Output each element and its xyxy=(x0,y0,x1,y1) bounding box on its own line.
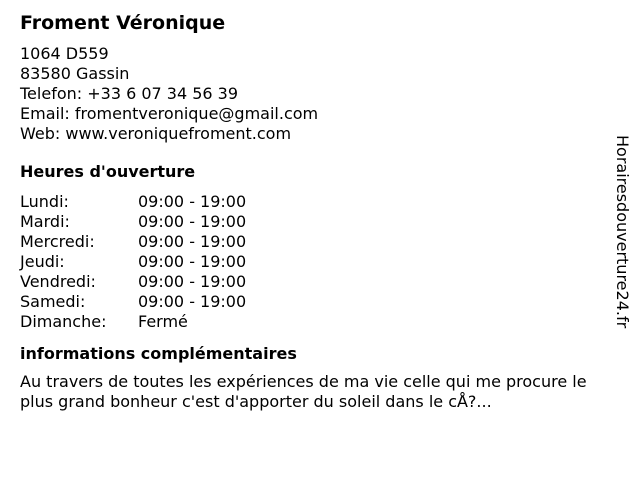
email-text: Email: fromentveronique@gmail.com xyxy=(20,104,319,123)
hours-row-mercredi xyxy=(20,232,610,252)
info-text: Au travers de toutes les expériences de ma vie celle qui me procure le plus grand bonheur c'est d'apporter du soleil dans le cÅ?... xyxy=(20,372,587,411)
hours-time: Fermé xyxy=(138,312,188,331)
hours-title: Heures d'ouverture xyxy=(20,162,196,181)
hours-row-jeudi xyxy=(20,252,610,272)
hours-row-lundi xyxy=(20,192,610,212)
address-line-1: 1064 D559 xyxy=(20,44,109,63)
info-title: informations complémentaires xyxy=(20,344,297,363)
hours-row-mardi xyxy=(20,212,610,232)
hours-day: Jeudi: xyxy=(20,252,65,271)
hours-time: 09:00 - 19:00 xyxy=(138,192,247,211)
hours-row-vendredi xyxy=(20,272,610,292)
hours-time: 09:00 - 19:00 xyxy=(138,252,247,271)
hours-time: 09:00 - 19:00 xyxy=(138,212,247,231)
hours-day: Samedi: xyxy=(20,292,86,311)
business-name: Froment Véronique xyxy=(20,12,226,34)
web-text: Web: www.veroniquefroment.com xyxy=(20,124,292,143)
hours-time: 09:00 - 19:00 xyxy=(138,292,247,311)
phone-text: Telefon: +33 6 07 34 56 39 xyxy=(20,84,239,103)
hours-row-dimanche xyxy=(20,312,610,332)
hours-day: Mercredi: xyxy=(20,232,95,251)
hours-day: Lundi: xyxy=(20,192,69,211)
hours-time: 09:00 - 19:00 xyxy=(138,272,247,291)
hours-row-samedi xyxy=(20,292,610,312)
hours-day: Mardi: xyxy=(20,212,70,231)
hours-table xyxy=(20,192,610,332)
business-card xyxy=(20,10,610,412)
hours-day: Vendredi: xyxy=(20,272,96,291)
address-line-2: 83580 Gassin xyxy=(20,64,130,83)
hours-time: 09:00 - 19:00 xyxy=(138,232,247,251)
hours-day: Dimanche: xyxy=(20,312,107,331)
site-brand-vertical: Horairesdouverture24.fr xyxy=(613,135,632,329)
contact-block xyxy=(20,44,610,144)
